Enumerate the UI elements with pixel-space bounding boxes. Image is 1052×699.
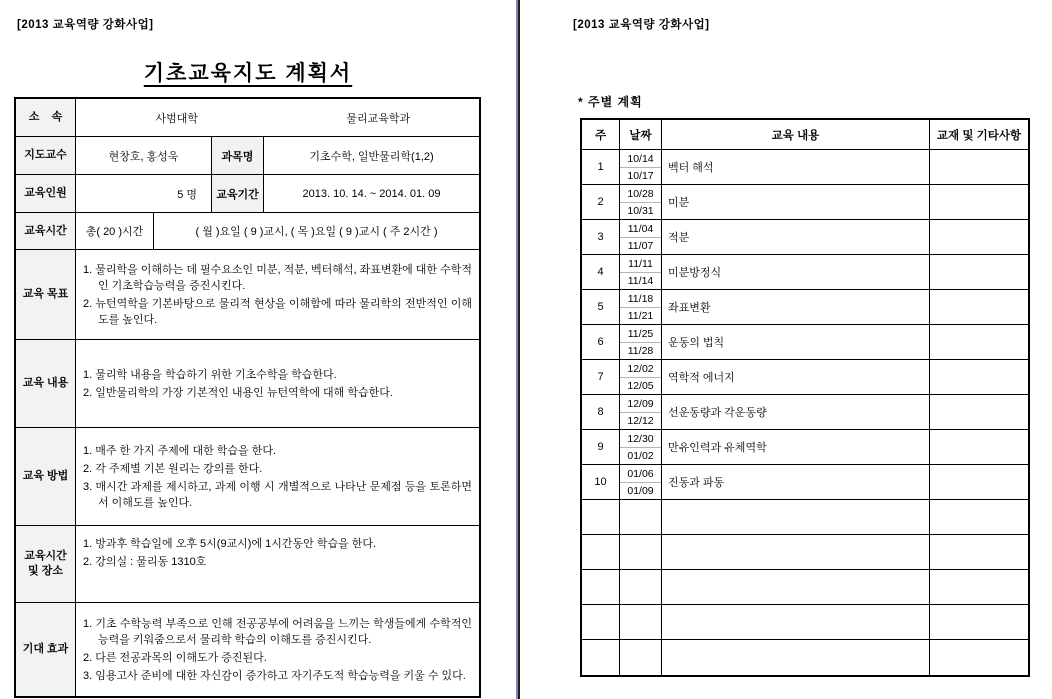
week-dates [620, 150, 662, 184]
week-notes [930, 150, 1028, 184]
week-number: 5 [582, 290, 620, 324]
date-second: 11/14 [627, 274, 654, 287]
affiliation-department: 물리교육학과 [346, 112, 411, 125]
week-number: 3 [582, 220, 620, 254]
program-tag-right: [2013 교육역량 강화사업] [573, 19, 710, 31]
time-place-label: 교육시간 및 장소 [16, 526, 76, 602]
week-dates [620, 535, 662, 569]
page-right [523, 0, 1052, 699]
week-notes [930, 255, 1028, 289]
date-second: 12/12 [627, 414, 654, 427]
week-notes [930, 465, 1028, 499]
week-dates [620, 500, 662, 534]
method-item: 1. 매주 한 가지 주제에 대한 학습을 한다. [83, 444, 277, 457]
week-notes [930, 535, 1028, 569]
week-notes [930, 605, 1028, 639]
table-row-empty [582, 500, 1028, 535]
week-notes [930, 360, 1028, 394]
period-label: 교육기간 [212, 175, 264, 212]
week-content: 벡터 해석 [662, 150, 930, 184]
week-number [582, 640, 620, 675]
subject-value: 기초수학, 일반물리학(1,2) [309, 150, 434, 163]
week-number: 2 [582, 185, 620, 219]
time-place-item: 2. 강의실 : 물리동 1310호 [83, 556, 207, 568]
date-first: 12/02 [620, 361, 661, 378]
week-number: 8 [582, 395, 620, 429]
week-content: 운동의 법칙 [662, 325, 930, 359]
goals-item: 2. 뉴턴역학을 기본바탕으로 물리적 현상을 이해함에 따라 물리학의 전반적인 이해도를 높인다. [83, 297, 472, 326]
date-second: 01/02 [627, 449, 654, 462]
week-dates [620, 465, 662, 499]
week-number [582, 500, 620, 534]
program-tag-left: [2013 교육역량 강화사업] [17, 19, 154, 31]
week-content: 좌표변환 [662, 290, 930, 324]
subject-label: 과목명 [212, 137, 264, 174]
table-row-effects [16, 603, 479, 696]
week-number [582, 570, 620, 604]
week-content: 미분방정식 [662, 255, 930, 289]
table-row-empty [582, 605, 1028, 640]
weekly-table-header [582, 120, 1028, 150]
table-row-week-6 [582, 325, 1028, 360]
contents-items [76, 340, 479, 427]
week-dates [620, 255, 662, 289]
week-number [582, 535, 620, 569]
goals-items [76, 250, 479, 339]
date-first: 12/30 [620, 431, 661, 448]
date-second: 11/07 [627, 239, 654, 252]
date-second: 12/05 [627, 379, 654, 392]
week-notes [930, 325, 1028, 359]
affiliation-label: 소 속 [16, 99, 76, 136]
contents-item: 2. 일반물리학의 가장 기본적인 내용인 뉴턴역학에 대해 학습한다. [83, 386, 393, 399]
header-content: 교육 내용 [662, 120, 930, 149]
week-notes [930, 570, 1028, 604]
date-first: 11/18 [620, 291, 661, 308]
table-row-headcount [16, 175, 479, 213]
week-content [662, 640, 930, 675]
weekly-plan-title: * 주별 계획 [578, 95, 643, 109]
week-notes [930, 185, 1028, 219]
week-dates [620, 220, 662, 254]
page-title: 기초교육지도 계획서 [143, 62, 353, 85]
week-number: 7 [582, 360, 620, 394]
week-dates [620, 605, 662, 639]
weekly-plan-table [580, 118, 1030, 677]
week-dates [620, 185, 662, 219]
table-row-affiliation [16, 99, 479, 137]
headcount-value: 5 명 [76, 175, 212, 212]
week-dates [620, 360, 662, 394]
week-content: 선운동량과 각운동량 [662, 395, 930, 429]
plan-info-table [14, 97, 481, 698]
page-left [0, 0, 516, 699]
advisor-value: 현창호, 홍성욱 [76, 137, 212, 174]
goals-item: 1. 물리학을 이해하는 데 필수요소인 미분, 적분, 벡터해석, 좌표변환에 대한 수학적인 기초학습능력을 증진시킨다. [83, 263, 472, 292]
time-place-item: 1. 방과후 학습일에 오후 5시(9교시)에 1시간동안 학습을 한다. [83, 538, 377, 550]
week-number [582, 605, 620, 639]
week-content: 적분 [662, 220, 930, 254]
week-dates [620, 290, 662, 324]
contents-label: 교육 내용 [16, 340, 76, 427]
table-row-week-8 [582, 395, 1028, 430]
hours-schedule: ( 월 )요일 ( 9 )교시, ( 목 )요일 ( 9 )교시 ( 주 2시간 ) [195, 226, 438, 238]
table-row-goals [16, 250, 479, 340]
date-first: 11/11 [620, 256, 661, 273]
week-dates [620, 640, 662, 675]
week-notes [930, 290, 1028, 324]
affiliation-value-cell [76, 99, 479, 136]
week-dates [620, 570, 662, 604]
week-number: 10 [582, 465, 620, 499]
week-number: 9 [582, 430, 620, 464]
table-row-week-7 [582, 360, 1028, 395]
week-number: 6 [582, 325, 620, 359]
week-notes [930, 640, 1028, 675]
date-first: 10/28 [620, 186, 661, 203]
effects-item: 2. 다른 전공과목의 이해도가 증진된다. [83, 651, 267, 664]
date-second: 11/28 [627, 344, 654, 357]
effects-items [76, 603, 479, 696]
header-date: 날짜 [620, 120, 662, 149]
week-content [662, 535, 930, 569]
date-second: 01/09 [627, 484, 654, 497]
week-notes [930, 430, 1028, 464]
date-second: 10/17 [627, 169, 654, 182]
week-content [662, 500, 930, 534]
date-second: 11/21 [627, 309, 654, 322]
week-content: 진동과 파동 [662, 465, 930, 499]
date-first: 11/25 [620, 326, 661, 343]
table-row-empty [582, 640, 1028, 675]
week-content: 미분 [662, 185, 930, 219]
week-notes [930, 220, 1028, 254]
contents-item: 1. 물리학 내용을 학습하기 위한 기초수학을 학습한다. [83, 368, 337, 381]
week-number: 1 [582, 150, 620, 184]
table-row-week-10 [582, 465, 1028, 500]
header-notes: 교재 및 기타사항 [936, 129, 1022, 142]
table-row-week-3 [582, 220, 1028, 255]
table-row-week-9 [582, 430, 1028, 465]
page-divider [516, 0, 520, 699]
week-content: 역학적 에너지 [662, 360, 930, 394]
effects-label: 기대 효과 [16, 603, 76, 696]
table-row-week-1 [582, 150, 1028, 185]
table-row-week-2 [582, 185, 1028, 220]
method-item: 2. 각 주제별 기본 원리는 강의를 한다. [83, 462, 263, 475]
table-row-empty [582, 535, 1028, 570]
advisor-label: 지도교수 [16, 137, 76, 174]
hours-label: 교육시간 [16, 213, 76, 249]
date-first: 12/09 [620, 396, 661, 413]
period-value: 2013. 10. 14. ~ 2014. 01. 09 [302, 187, 441, 200]
headcount-label: 교육인원 [16, 175, 76, 212]
table-row-week-5 [582, 290, 1028, 325]
week-notes [930, 395, 1028, 429]
table-row-empty [582, 570, 1028, 605]
week-content [662, 570, 930, 604]
method-items [76, 428, 479, 525]
week-dates [620, 430, 662, 464]
table-row-week-4 [582, 255, 1028, 290]
hours-total: 총( 20 )시간 [76, 213, 154, 249]
date-second: 10/31 [627, 204, 654, 217]
method-item: 3. 매시간 과제를 제시하고, 과제 이행 시 개별적으로 나타난 문제점 등을 토론하면서 이해도를 높인다. [83, 480, 472, 509]
date-first: 11/04 [620, 221, 661, 238]
date-first: 10/14 [620, 151, 661, 168]
effects-item: 1. 기초 수학능력 부족으로 인해 전공공부에 어려움을 느끼는 학생들에게 수학적인 능력을 키워줌으로서 물리학 학습의 이해도를 증진시킨다. [83, 617, 472, 646]
table-row-method [16, 428, 479, 526]
week-number: 4 [582, 255, 620, 289]
header-week: 주 [582, 120, 620, 149]
goals-label: 교육 목표 [16, 250, 76, 339]
week-dates [620, 395, 662, 429]
table-row-hours [16, 213, 479, 250]
table-row-contents [16, 340, 479, 428]
week-content [662, 605, 930, 639]
effects-item: 3. 임용고사 준비에 대한 자신감이 증가하고 자기주도적 학습능력을 키울 수 있다. [83, 669, 466, 682]
week-content: 만유인력과 유체역학 [662, 430, 930, 464]
table-row-advisor [16, 137, 479, 175]
table-row-time-place [16, 526, 479, 603]
time-place-items [76, 526, 479, 602]
affiliation-college: 사범대학 [155, 112, 198, 125]
week-notes [930, 500, 1028, 534]
method-label: 교육 방법 [16, 428, 76, 525]
date-first: 01/06 [620, 466, 661, 483]
week-dates [620, 325, 662, 359]
